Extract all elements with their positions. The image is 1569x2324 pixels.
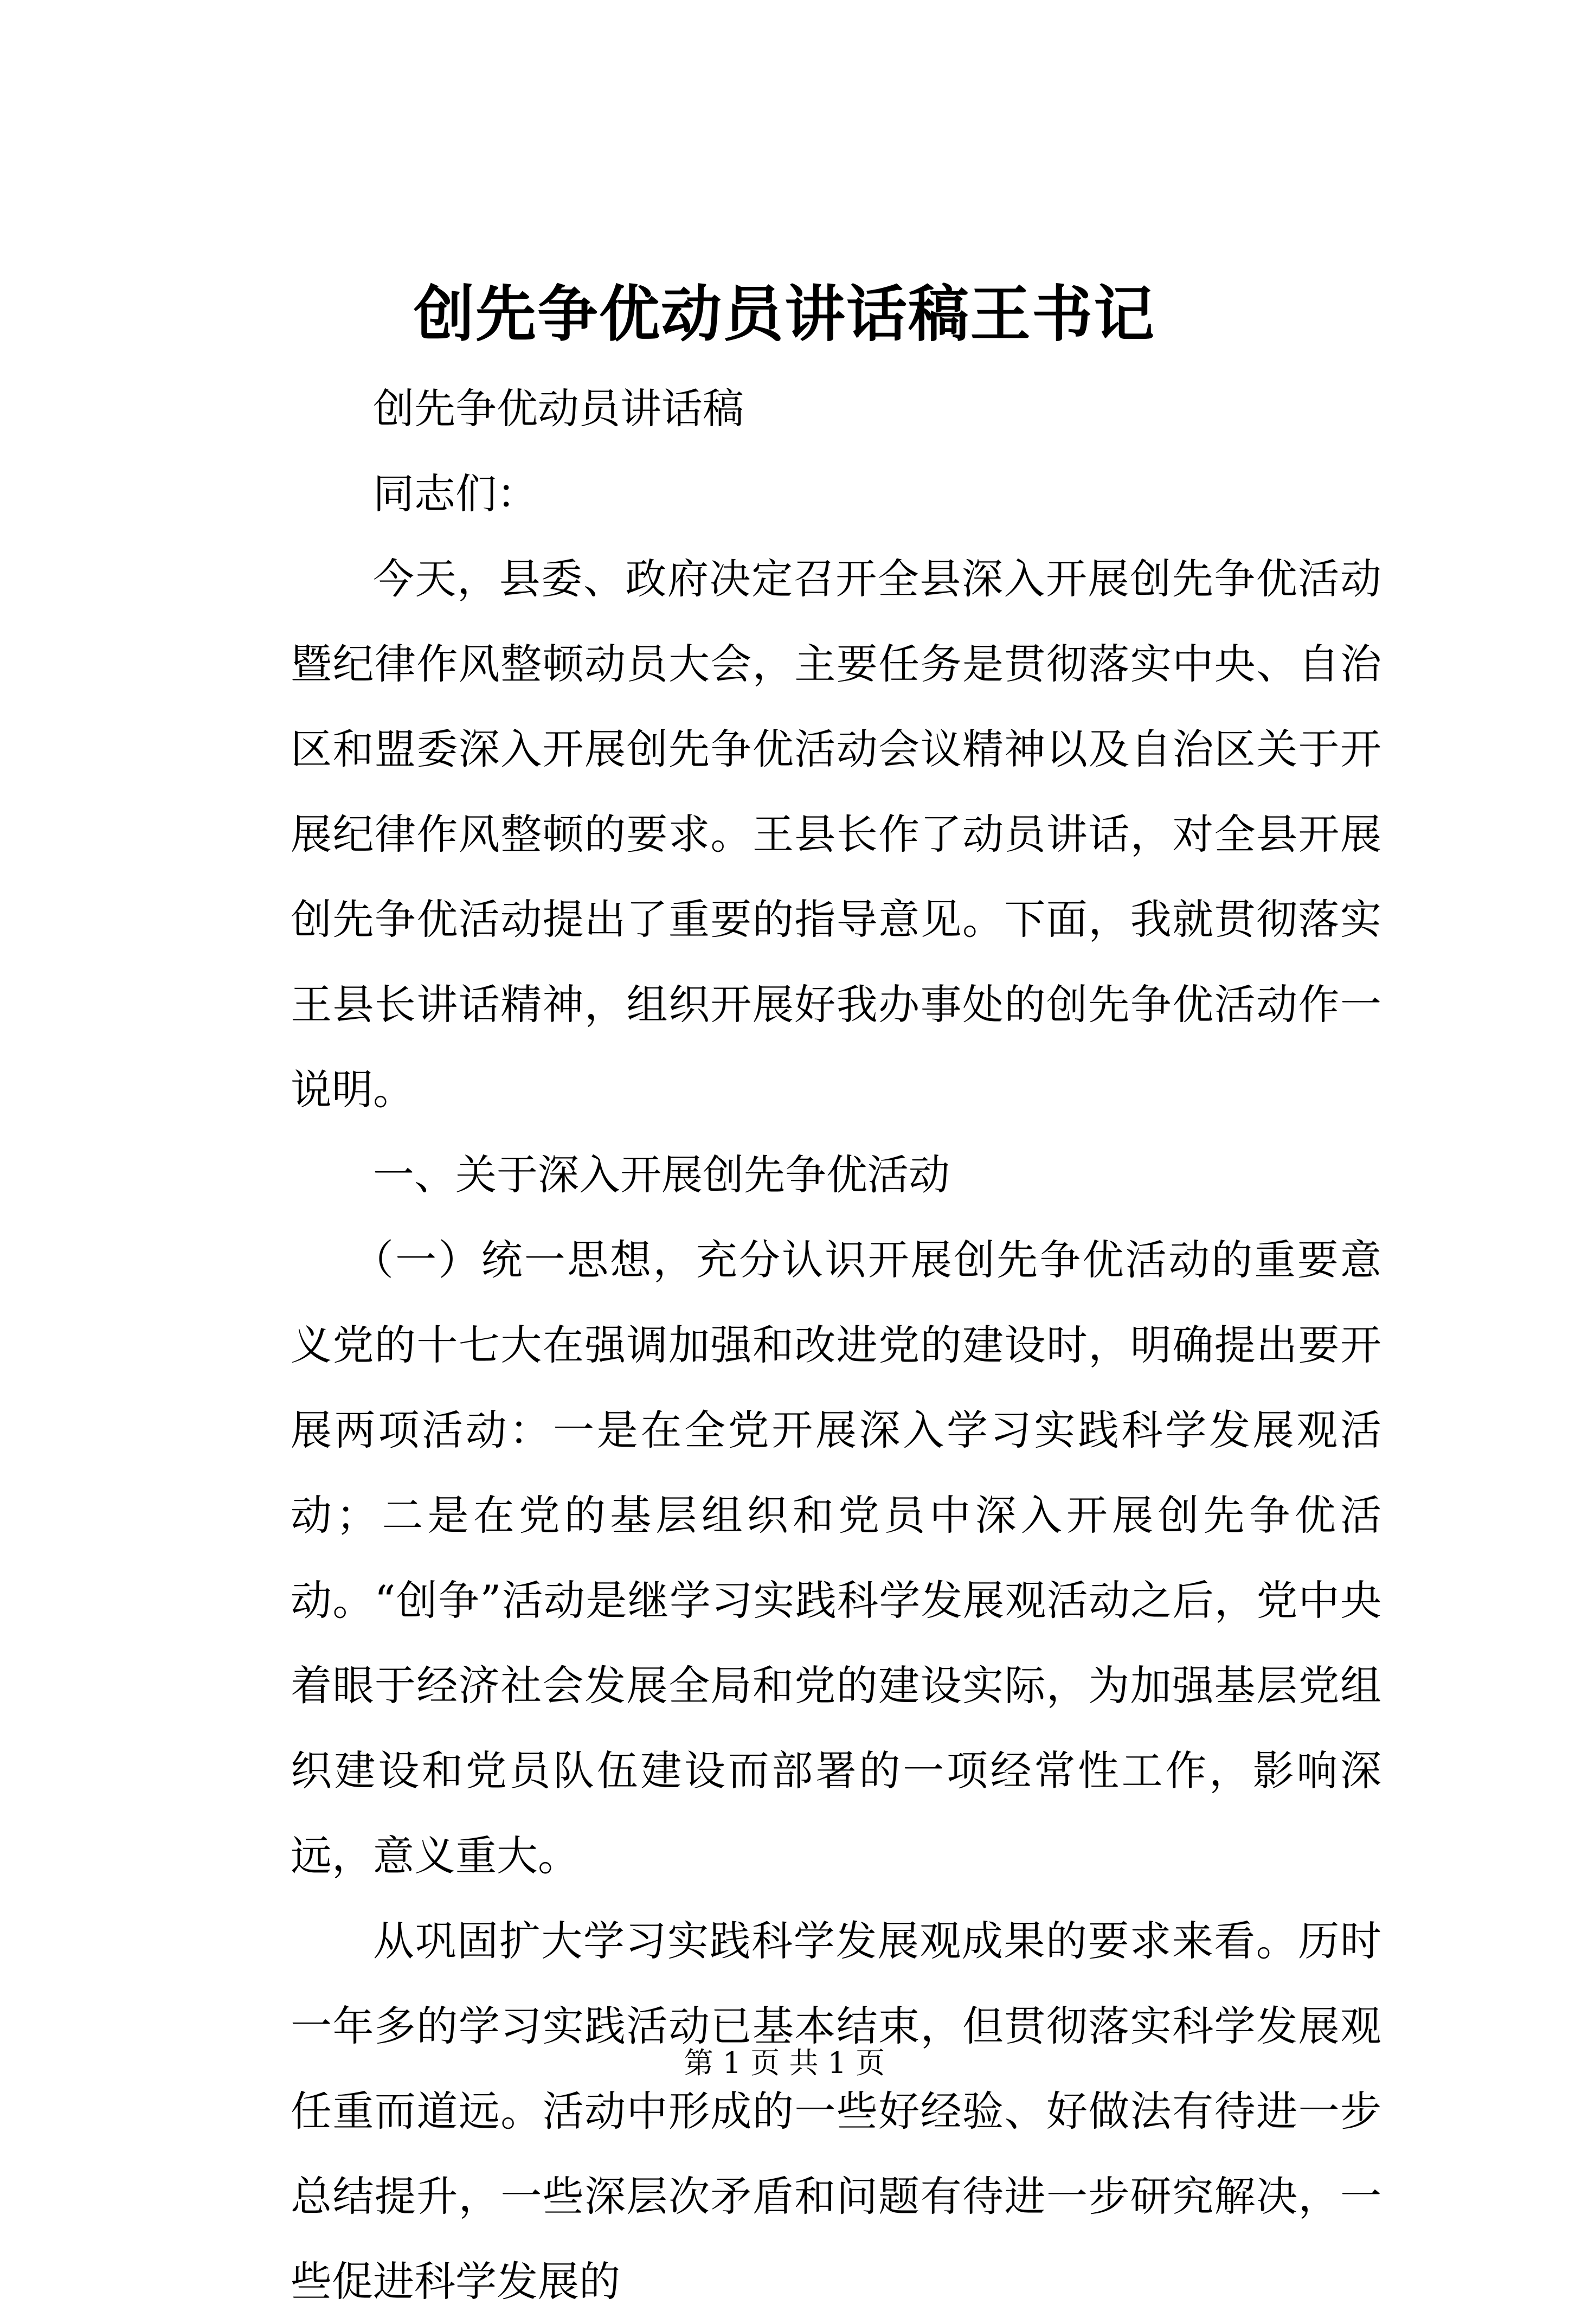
document-title: 创先争优动员讲话稿王书记 <box>414 279 1155 350</box>
page-footer: 第 1 页 共 1 页 <box>684 2046 885 2080</box>
body-paragraph: 从巩固扩大学习实践科学发展观成果的要求来看。历时一年多的学习实践活动已基本结束，但贯彻落实科学发展观任重而道远。活动中形成的一些好经验、好做法有待进一步总结提升，一些深层次矛盾和问题有待进一步研究解决，一些促进科学发展的 <box>291 1917 1381 2306</box>
subsection-paragraph: （一）统一思想，充分认识开展创先争优活动的重要意义党的十七大在强调加强和改进党的建设时，明确提出要开展两项活动：一是在全党开展深入学习实践科学发展观活动；二是在党的基层组织和党员中深入开展创先争优活动。“创争”活动是继学习实践科学发展观活动之后，党中央着眼于经济社会发展全局和党的建设实际，为加强基层党组织建设和党员队伍建设而部署的一项经常性工作，影响深远，意义重大。 <box>291 1236 1381 1880</box>
document-body <box>291 366 1381 2324</box>
body-paragraph: 今天，县委、政府决定召开全县深入开展创先争优活动暨纪律作风整顿动员大会，主要任务是贯彻落实中央、自治区和盟委深入开展创先争优活动会议精神以及自治区关于开展纪律作风整顿的要求。王县长作了动员讲话，对全县开展创先争优活动提出了重要的指导意见。下面，我就贯彻落实王县长讲话精神，组织开展好我办事处的创先争优活动作一说明。 <box>291 555 1381 1114</box>
subtitle-paragraph: 创先争优动员讲话稿 <box>373 384 744 433</box>
salutation-paragraph: 同志们： <box>373 470 538 518</box>
section-heading: 一、关于深入开展创先争优活动 <box>373 1151 950 1199</box>
